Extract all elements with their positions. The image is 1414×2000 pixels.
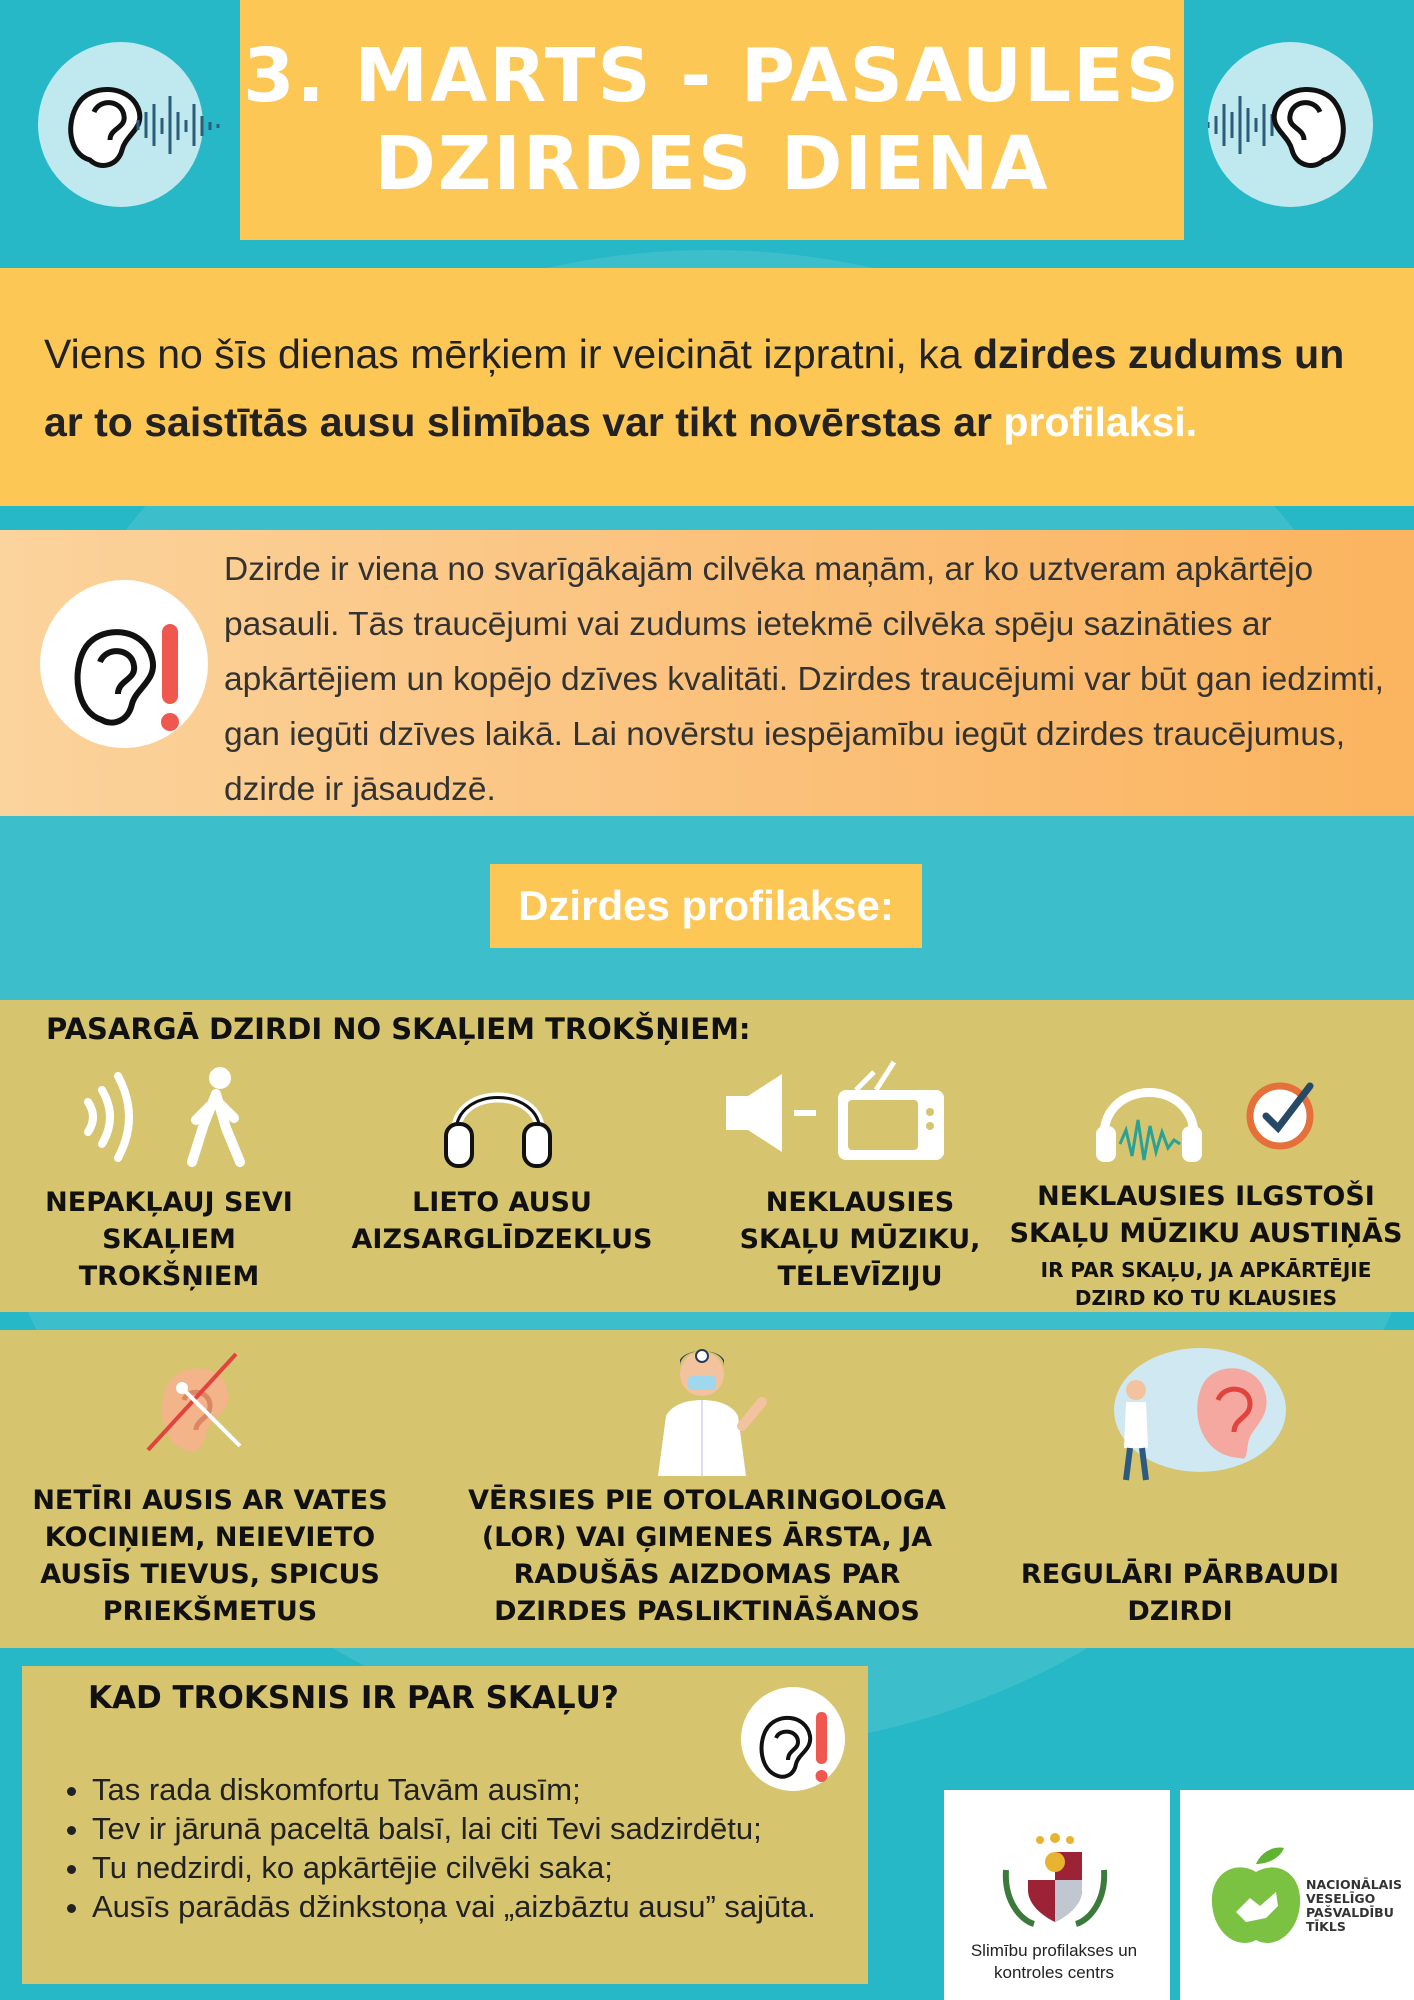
tip-no-loud-headphones: NEKLAUSIES ILGSTOŠI SKAĻU MŪZIKU AUSTIŅĀS IR PAR SKAĻU, JA APKĀRTĒJIE DZIRD KO TU KLAUSIES (1009, 1181, 1403, 1310)
clock-check-icon (1246, 1076, 1320, 1150)
green-apple-logo (1206, 1842, 1306, 1952)
prevention-section-title: PASARGĀ DZIRDI NO SKAĻIEM TROKŠŅIEM: (46, 1012, 751, 1046)
sound-waves-walker-icon (80, 1062, 270, 1172)
info-band (0, 530, 1414, 816)
ear-soundwave-icon (1208, 42, 1373, 207)
nvpt-name: NACIONĀLAIS VESELĪGO PAŠVALDĪBU TĪKLS (1306, 1877, 1403, 1934)
list-item: • Ausīs parādās džinkstoņa vai „aizbāztu ausu” sajūta. (92, 1887, 816, 1926)
headphones-icon (442, 1062, 554, 1174)
no-cotton-swab-icon (144, 1350, 256, 1462)
title-banner (240, 0, 1184, 240)
latvia-coat-of-arms-logo (1000, 1830, 1110, 1930)
ear-alert-icon (40, 580, 208, 748)
tip-see-doctor: VĒRSIES PIE OTOLARINGOLOGA (LOR) VAI ĢIMENES ĀRSTA, JA RADUŠĀS AIZDOMAS PAR DZIRDES PASLIKTINĀŠANOS (468, 1485, 946, 1627)
prevention-heading: Dzirdes profilakse: (490, 864, 922, 948)
page-title-line1: 3. MARTS - PASAULES (242, 33, 1182, 119)
headphones-soundwave-icon (1094, 1070, 1204, 1166)
ear-soundwave-icon (38, 42, 203, 207)
hearing-check-icon (1090, 1340, 1290, 1490)
tip-check-hearing: REGULĀRI PĀRBAUDI DZIRDI (1020, 1559, 1340, 1627)
tip-no-cotton-swabs: NETĪRI AUSIS AR VATES KOCIŅIEM, NEIEVIETO AUSĪS TIEVUS, SPICUS PRIEKŠMETUS (32, 1485, 388, 1627)
intro-band (0, 268, 1414, 506)
spkc-name: Slimību profilakses un kontroles centrs (970, 1941, 1138, 1982)
page-title-line2: DZIRDES DIENA (374, 121, 1050, 207)
list-item: • Tev ir jārunā paceltā balsī, lai citi Tevi sadzirdētu; (92, 1809, 816, 1848)
tip-no-loud-music-tv: NEKLAUSIES SKAĻU MŪZIKU, TELEVĪZIJU (739, 1187, 981, 1292)
tip-no-loud-noise: NEPAKĻAUJ SEVI SKAĻIEM TROKŠŅIEM (45, 1187, 293, 1292)
intro-text: Viens no šīs dienas mērķiem ir veicināt izpratni, ka dzirdes zudums un ar to saistītās ausu slimības var tikt novērstas ar profilaksi. (44, 331, 1345, 445)
tip-use-ear-protection: LIETO AUSU AIZSARGLĪDZEKĻUS (351, 1187, 653, 1255)
noise-bullet-list (58, 1770, 816, 1926)
list-item: • Tas rada diskomfortu Tavām ausīm; (92, 1770, 816, 1809)
info-text: Dzirde ir viena no svarīgākajām cilvēka maņām, ar ko uztveram apkārtējo pasauli. Tās traucējumi vai zudums ietekmē cilvēka spēju sazināties ar apkārtējiem un kopējo dzīves kvalitāti. Dzirdes traucējumi var būt gan iedzimti, gan iegūti dzīves laikā. Lai novērstu iespējamību iegūt dzirdes traucējumus, dzirde ir jāsaudzē. (224, 551, 1384, 808)
noise-title: KAD TROKSNIS IR PAR SKAĻU? (88, 1680, 619, 1716)
speaker-tv-icon (724, 1060, 946, 1166)
list-item: • Tu nedzirdi, ko apkārtējie cilvēki saka; (92, 1848, 816, 1887)
doctor-icon (652, 1340, 782, 1476)
